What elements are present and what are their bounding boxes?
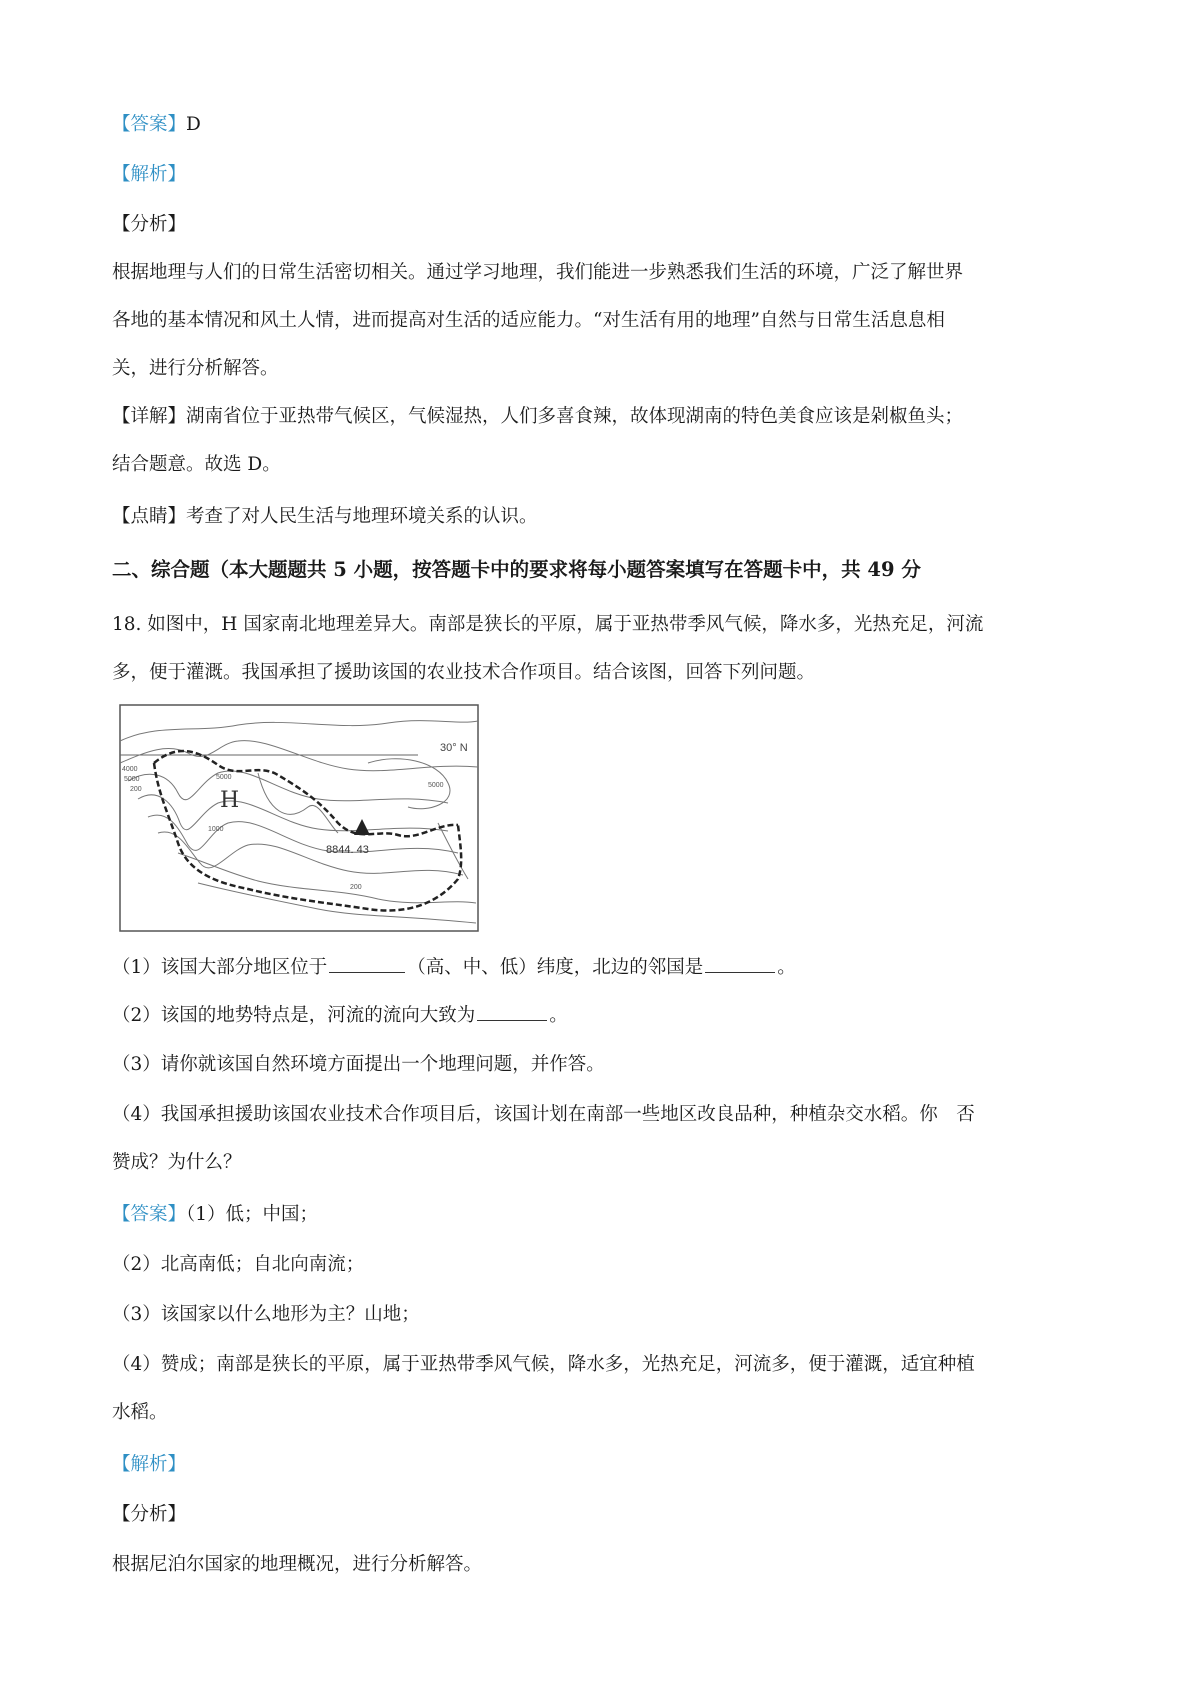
answer-1: （1）低；中国； [186, 1204, 319, 1225]
detail-line-1 [112, 402, 1108, 432]
breakdown-heading-2: 【分析】 [112, 1504, 187, 1525]
answer-tag-2: 【答案】 [112, 1204, 187, 1225]
question-18-line-1: 18. 如图中，H 国家南北地理差异大。南部是狭长的平原，属于亚热带季风气候，降水多，光热充足，河流 [112, 614, 984, 635]
analysis-heading: 【解析】 [112, 164, 187, 185]
answer-3: （3）该国家以什么地形为主？山地； [112, 1304, 420, 1325]
sub-question-1: （1）该国大部分地区位于 （高、中、低）纬度，北边的邻国是 。 [112, 953, 1108, 983]
answer-value: D [186, 114, 201, 135]
contour-map-figure [118, 703, 480, 933]
latitude-label: 30° N [440, 742, 468, 754]
answer-line-2 [112, 1200, 1108, 1230]
detail-tag: 【详解】 [112, 406, 187, 427]
map-frame [120, 705, 478, 931]
answer-line [112, 110, 1108, 140]
contour-label-5000-left: 5000 [124, 776, 140, 783]
answer-blank-1[interactable] [329, 954, 405, 973]
sub-question-4-line-2: 赞成？为什么？ [112, 1152, 242, 1173]
section-heading: 二、综合题（本大题题共 5 小题，按答题卡中的要求将每小题答案填写在答题卡中，共 49 分 [112, 558, 921, 581]
contour-label-200-bottom: 200 [350, 884, 362, 891]
analysis-text-line-1: 根据地理与人们的日常生活密切相关。通过学习地理，我们能进一步熟悉我们生活的环境，广泛了解世界 [112, 262, 964, 283]
answer-blank-2[interactable] [705, 954, 775, 973]
analysis-text-line-3: 关，进行分析解答。 [112, 358, 279, 379]
terrain-map [118, 703, 480, 933]
detail-line-2: 结合题意。故选 D。 [112, 454, 281, 475]
analysis-text-line-2: 各地的基本情况和风土人情，进而提高对生活的适应能力。“对生活有用的地理”自然与日常生活息息相 [112, 310, 945, 331]
answer-4-line-1: （4）赞成；南部是狭长的平原，属于亚热带季风气候，降水多，光热充足，河流多，便于灌溉，适宜种植 [112, 1354, 975, 1375]
question-18-line-2: 多，便于灌溉。我国承担了援助该国的农业技术合作项目。结合该图，回答下列问题。 [112, 662, 816, 683]
breakdown-heading: 【分析】 [112, 214, 187, 235]
answer-blank-3[interactable] [477, 1002, 547, 1021]
comment-line [112, 502, 1108, 532]
answer-tag: 【答案】 [112, 114, 187, 135]
detail-text: 湖南省位于亚热带气候区，气候湿热，人们多喜食辣，故体现湖南的特色美食应该是剁椒鱼头； [186, 406, 964, 427]
contour-label-4000: 4000 [122, 766, 138, 773]
contour-label-1000: 1000 [208, 826, 224, 833]
sub-question-2: （2）该国的地势特点是，河流的流向大致为 。 [112, 1001, 1108, 1031]
answer-4-line-2: 水稻。 [112, 1402, 168, 1423]
analysis-heading-2: 【解析】 [112, 1454, 187, 1475]
final-analysis-line: 根据尼泊尔国家的地理概况，进行分析解答。 [112, 1554, 483, 1575]
contour-label-5000-right: 5000 [428, 782, 444, 789]
comment-tag: 【点睛】 [112, 506, 187, 527]
sub-question-3: （3）请你就该国自然环境方面提出一个地理问题，并作答。 [112, 1054, 605, 1075]
contour-label-5000-mid: 5000 [216, 774, 232, 781]
answer-2: （2）北高南低；自北向南流； [112, 1254, 365, 1275]
sub-question-4-line-1: （4）我国承担援助该国农业技术合作项目后，该国计划在南部一些地区改良品种，种植杂交水稻。你 否 [112, 1104, 975, 1125]
contour-label-200-left: 200 [130, 786, 142, 793]
peak-elevation-label: 8844. 43 [326, 844, 369, 856]
country-label: H [220, 788, 240, 813]
comment-text: 考查了对人民生活与地理环境关系的认识。 [186, 506, 538, 527]
